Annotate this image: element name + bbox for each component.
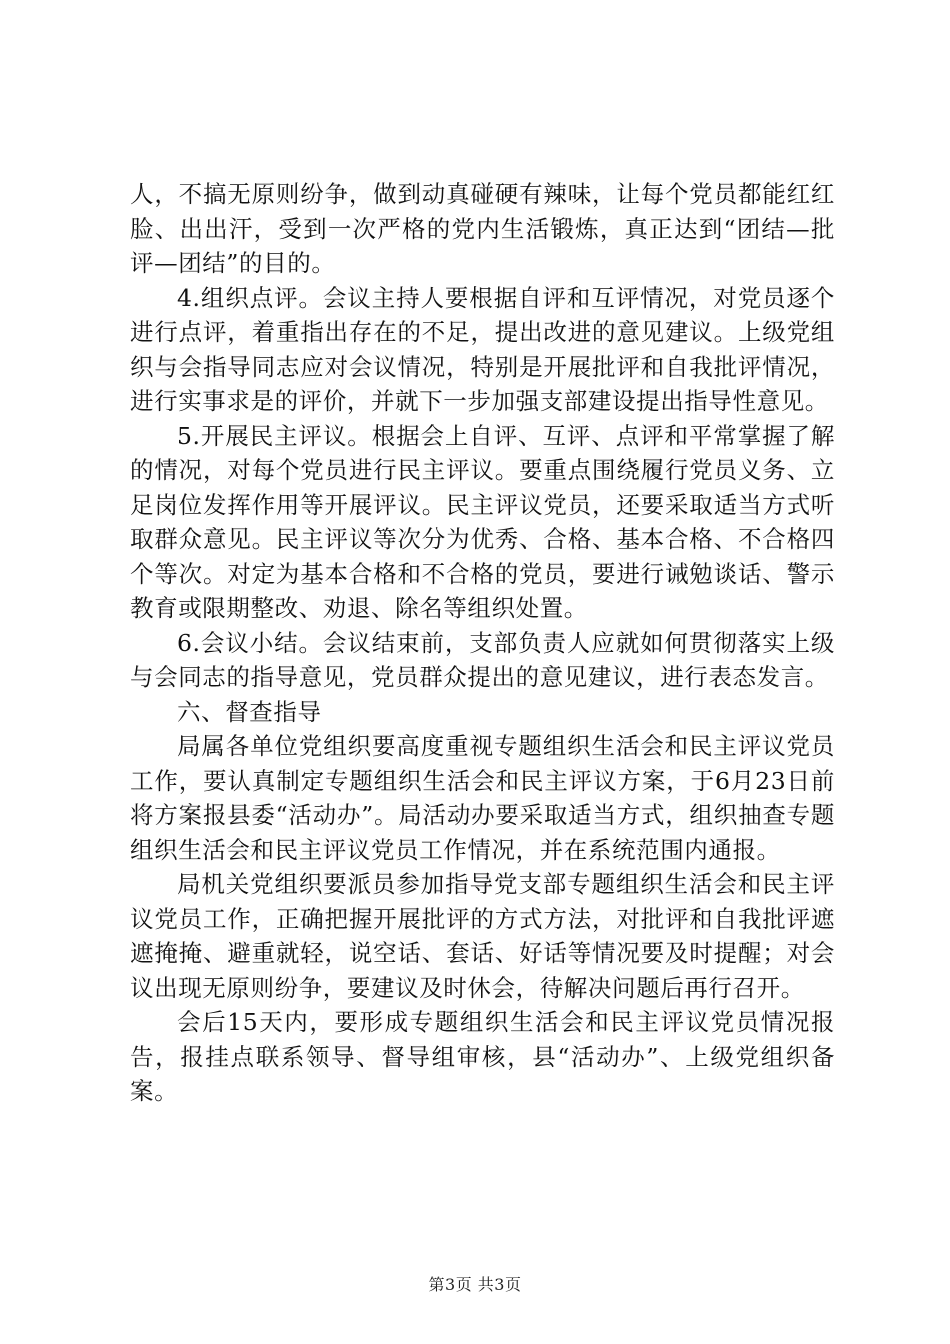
paragraph-democratic-evaluation: 5.开展民主评议。根据会上自评、互评、点评和平常掌握了解的情况，对每个党员进行民主评议。要重点围绕履行党员义务、立足岗位发挥作用等开展评议。民主评议党员，还要采取适当方式听取群众意见。民主评议等次分为优秀、合格、基本合格、不合格四个等次。对定为基本合格和不合格的党员，要进行诫勉谈话、警示教育或限期整改、劝退、除名等组织处置。: [130, 421, 835, 622]
document-body: [130, 177, 835, 1109]
paragraph-report-after-meeting: 会后15天内，要形成专题组织生活会和民主评议党员情况报告，报挂点联系领导、督导组审核，县“活动办”、上级党组织备案。: [130, 1008, 835, 1105]
paragraph-organization-review: 4.组织点评。会议主持人要根据自评和互评情况，对党员逐个进行点评，着重指出存在的不足，提出改进的意见建议。上级党组织与会指导同志应对会议情况，特别是开展批评和自我批评情况，进行实事求是的评价，并就下一步加强支部建设提出指导性意见。: [130, 283, 835, 415]
page-number-footer: 第3页 共3页: [428, 1275, 522, 1294]
section-heading-supervision: 六、督查指导: [177, 697, 322, 726]
paragraph-unit-organizations: 局属各单位党组织要高度重视专题组织生活会和民主评议党员工作，要认真制定专题组织生活会和民主评议方案，于6月23日前将方案报县委“活动办”。局活动办要采取适当方式，组织抽查专题组织生活会和民主评议党员工作情况，并在系统范围内通报。: [130, 732, 835, 864]
paragraph-continuation: 人，不搞无原则纷争，做到动真碰硬有辣味，让每个党员都能红红脸、出出汗，受到一次严格的党内生活锻炼，真正达到“团结—批评—团结”的目的。: [130, 180, 835, 277]
paragraph-meeting-summary: 6.会议小结。会议结束前，支部负责人应就如何贯彻落实上级与会同志的指导意见，党员群众提出的意见建议，进行表态发言。: [130, 628, 835, 691]
paragraph-bureau-organization: 局机关党组织要派员参加指导党支部专题组织生活会和民主评议党员工作，正确把握开展批评的方式方法，对批评和自我批评遮遮掩掩、避重就轻，说空话、套话、好话等情况要及时提醒；对会议出现无原则纷争，要建议及时休会，待解决问题后再行召开。: [130, 870, 835, 1002]
